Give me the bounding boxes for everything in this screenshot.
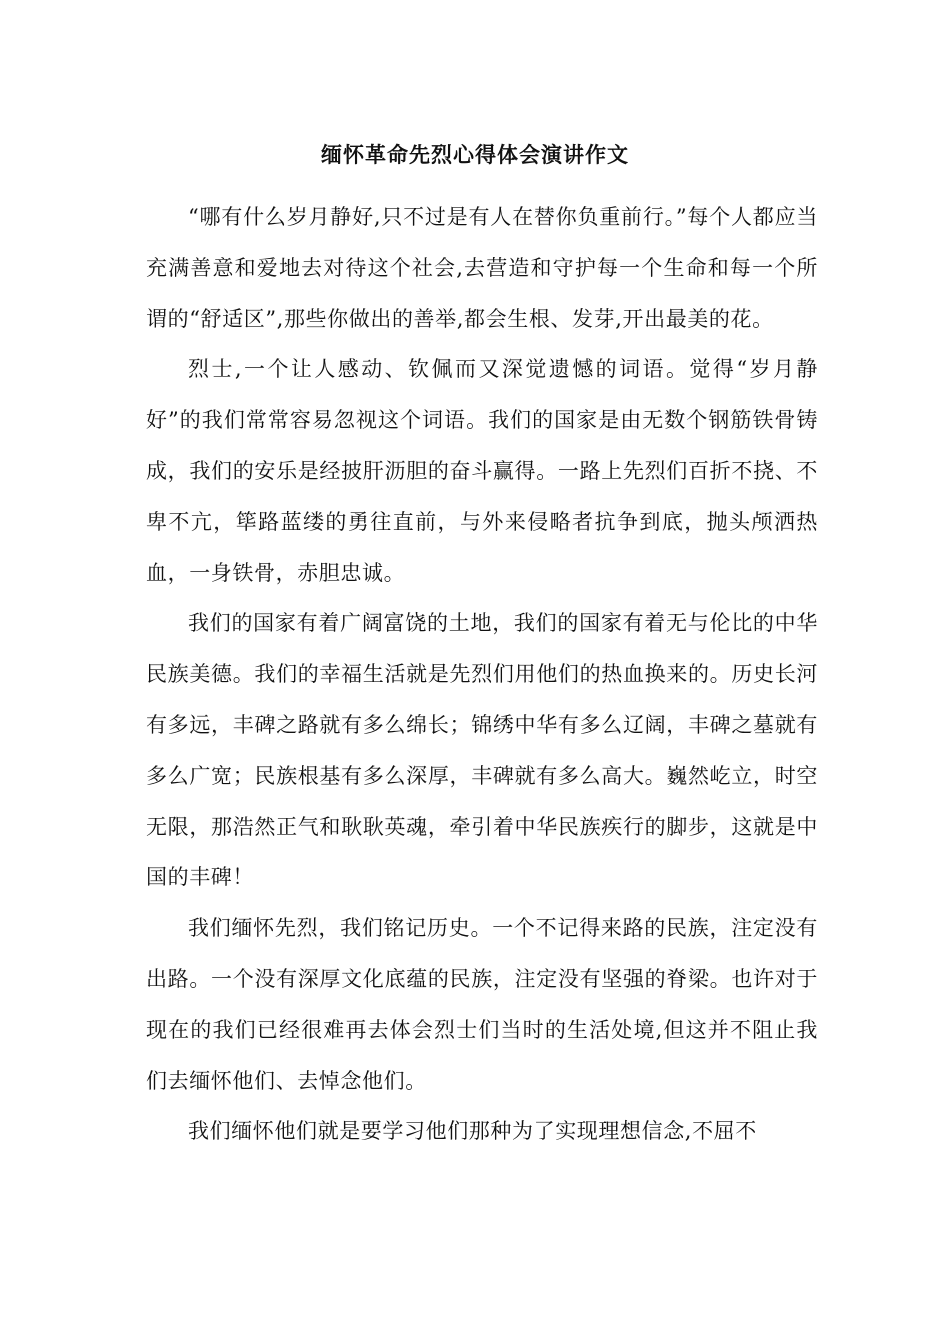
paragraph-4: 我们缅怀先烈，我们铭记历史。一个不记得来路的民族，注定没有出路。一个没有深厚文化底蕴的民族，注定没有坚强的脊梁。也许对于现在的我们已经很难再去体会烈士们当时的生活处境,但这并不阻止我们去缅怀他们、去悼念他们。 xyxy=(146,916,818,1093)
paragraph-1: “哪有什么岁月静好,只不过是有人在替你负重前行。”每个人都应当充满善意和爱地去对待这个社会,去营造和守护每一个生命和每一个所谓的“舒适区”,那些你做出的善举,都会生根、发芽,开出最美的花。 xyxy=(146,205,818,331)
paragraph-5: 我们缅怀他们就是要学习他们那种为了实现理想信念,不屈不 xyxy=(188,1119,757,1144)
paragraph-2: 烈士,一个让人感动、钦佩而又深觉遗憾的词语。觉得“岁月静好”的我们常常容易忽视这个词语。我们的国家是由无数个钢筋铁骨铸成，我们的安乐是经披肝沥胆的奋斗赢得。一路上先烈们百折不挠、不卑不亢，筚路蓝缕的勇往直前，与外来侵略者抗争到底，抛头颅洒热血，一身铁骨，赤胆忠诚。 xyxy=(146,357,818,585)
document-title: 缅怀革命先烈心得体会演讲作文 xyxy=(321,142,629,167)
document-body xyxy=(146,192,818,1157)
paragraph-3: 我们的国家有着广阔富饶的土地，我们的国家有着无与伦比的中华民族美德。我们的幸福生活就是先烈们用他们的热血换来的。历史长河有多远，丰碑之路就有多么绵长；锦绣中华有多么辽阔，丰碑之墓就有多么广宽；民族根基有多么深厚，丰碑就有多么高大。巍然屹立，时空无限，那浩然正气和耿耿英魂，牵引着中华民族疾行的脚步，这就是中国的丰碑！ xyxy=(146,611,818,890)
